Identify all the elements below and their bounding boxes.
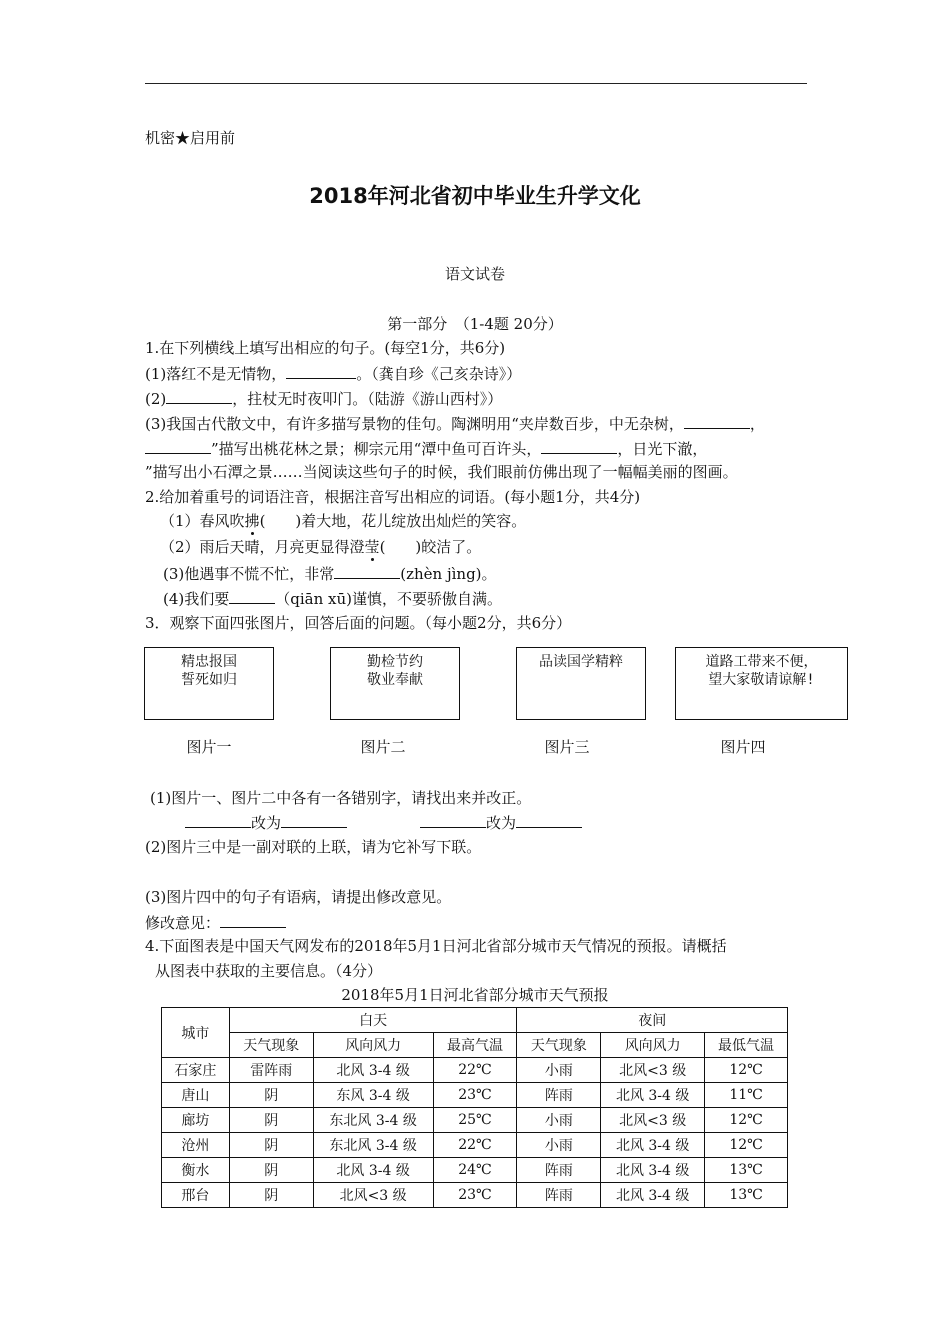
table-cell: 东北风 3-4 级: [313, 1108, 433, 1133]
q2-s1-pre: （1）春风吹: [160, 512, 245, 530]
table-cell: 阴: [229, 1158, 313, 1183]
table-cell: 23℃: [433, 1183, 517, 1208]
night-header: 夜间: [517, 1008, 788, 1033]
q1-s3-blank-2[interactable]: [145, 438, 211, 454]
q2-item-2: [160, 537, 481, 557]
table-header-row-2: [162, 1033, 788, 1058]
table-cell: 北风 3-4 级: [601, 1183, 705, 1208]
city-cell: 唐山: [162, 1083, 230, 1108]
q4-stem-line-1: 4.下面图表是中国天气网发布的2018年5月1日河北省部分城市天气情况的预报。请概括: [145, 937, 727, 955]
table-cell: 阵雨: [517, 1083, 601, 1108]
picture-4-line-1: 道路工带来不便，: [705, 654, 818, 670]
q2-item-3: [163, 563, 497, 584]
table-cell: 北风 3-4 级: [601, 1083, 705, 1108]
part1-heading: 第一部分 （1-4题 20分）: [387, 315, 563, 333]
q1-sentence-3-line-2: [145, 438, 707, 459]
table-header-row-1: [162, 1008, 788, 1033]
table-cell: 北风 3-4 级: [601, 1133, 705, 1158]
q3-part-3-answer-blank[interactable]: [220, 912, 286, 928]
q2-s4-pre: (4)我们要: [163, 590, 230, 608]
q3-part-3: (3)图片四中的句子有语病，请提出修改意见。: [145, 888, 452, 906]
table-cell: 北风<3 级: [601, 1058, 705, 1083]
weather-table-title: 2018年5月1日河北省部分城市天气预报: [341, 986, 609, 1004]
city-cell: 石家庄: [162, 1058, 230, 1083]
picture-4-caption: 图片四: [720, 738, 766, 756]
table-cell: 阴: [229, 1133, 313, 1158]
table-cell: 12℃: [705, 1058, 788, 1083]
table-row: [162, 1183, 788, 1208]
q1-s3-blank-3[interactable]: [541, 438, 617, 454]
q3-part-3-answer-label: 修改意见：: [145, 914, 221, 932]
q1-stem: 1.在下列横线上填写出相应的句子。(每空1分，共6分): [145, 339, 506, 357]
table-cell: 阴: [229, 1083, 313, 1108]
q2-s2-pre: （2）雨后天晴，月亮更显得澄: [160, 538, 365, 556]
picture-4-line-2: 望大家敬请谅解!: [708, 672, 815, 688]
q2-s3-pre: (3)他遇事不慌不忙，非常: [163, 565, 335, 583]
table-cell: 北风<3 级: [313, 1183, 433, 1208]
picture-1-line-1: 精忠报国: [181, 654, 237, 670]
q2-s1-post: ( )着大地，花儿绽放出灿烂的笑容。: [259, 512, 527, 530]
exam-title: 2018年河北省初中毕业生升学文化: [309, 184, 641, 208]
q1-s3-blank-1[interactable]: [684, 413, 750, 429]
table-cell: 北风 3-4 级: [313, 1158, 433, 1183]
table-cell: 雷阵雨: [229, 1058, 313, 1083]
top-rule: [145, 83, 807, 84]
q3-wrong-char-2-blank[interactable]: [420, 812, 486, 828]
table-row: [162, 1108, 788, 1133]
night-min-temp-header: 最低气温: [705, 1033, 788, 1058]
night-weather-header: 天气现象: [517, 1033, 601, 1058]
table-cell: 阴: [229, 1183, 313, 1208]
q1-s1-post: 。（龚自珍《己亥杂诗》）: [356, 365, 522, 383]
q1-s2-post: ，拄杖无时夜叩门。（陆游《游山西村》）: [232, 390, 503, 408]
city-cell: 邢台: [162, 1183, 230, 1208]
table-cell: 12℃: [705, 1133, 788, 1158]
picture-1-line-2: 誓死如归: [181, 672, 237, 688]
table-cell: 12℃: [705, 1108, 788, 1133]
q2-s3-blank[interactable]: [334, 563, 400, 579]
table-cell: 东风 3-4 级: [313, 1083, 433, 1108]
table-row: [162, 1133, 788, 1158]
weather-forecast-table: [161, 1007, 788, 1208]
table-cell: 13℃: [705, 1158, 788, 1183]
table-cell: 北风 3-4 级: [601, 1158, 705, 1183]
table-cell: 北风 3-4 级: [313, 1058, 433, 1083]
table-row: [162, 1158, 788, 1183]
q1-s3-line2-a: ”描写出桃花林之景；柳宗元用“潭中鱼可百许头，: [211, 440, 542, 458]
table-cell: 25℃: [433, 1108, 517, 1133]
q1-s3-line2-b: ，日光下澈，: [617, 440, 708, 458]
q3-part-1-answer-a: [185, 812, 347, 833]
city-header: 城市: [162, 1008, 230, 1058]
day-header: 白天: [229, 1008, 517, 1033]
q2-s2-emphasis-char: 莹: [364, 538, 380, 556]
q2-s4-post: （qiān xū)谨慎，不要骄傲自满。: [275, 590, 502, 608]
table-cell: 22℃: [433, 1058, 517, 1083]
picture-1-caption: 图片一: [186, 738, 232, 756]
day-max-temp-header: 最高气温: [433, 1033, 517, 1058]
picture-2-line-1: 勤检节约: [367, 654, 423, 670]
q3-part-2: (2)图片三中是一副对联的上联，请为它补写下联。: [145, 838, 482, 856]
q3-part-3-answer: [145, 912, 286, 933]
q2-item-1: [160, 511, 526, 531]
q1-s3-line1-end: ，: [749, 415, 765, 433]
table-cell: 23℃: [433, 1083, 517, 1108]
q1-s2-pre: (2): [145, 390, 167, 408]
picture-3-line-1: 品读国学精粹: [539, 654, 623, 670]
picture-1-sign: [144, 647, 274, 720]
q2-s2-post: ( )皎洁了。: [379, 538, 482, 556]
table-cell: 11℃: [705, 1083, 788, 1108]
q3-gai-wei-1: 改为: [251, 814, 282, 832]
exam-subtitle: 语文试卷: [444, 265, 505, 283]
q1-s1-pre: (1)落红不是无情物，: [145, 365, 287, 383]
table-cell: 阵雨: [517, 1183, 601, 1208]
picture-4-sign: [675, 647, 848, 720]
q1-s2-blank[interactable]: [166, 388, 232, 404]
table-cell: 24℃: [433, 1158, 517, 1183]
q3-part-1: (1)图片一、图片二中各有一各错别字，请找出来并改正。: [150, 789, 532, 807]
q3-part-1-answer-b: [420, 812, 582, 833]
q2-stem: 2.给加着重号的词语注音，根据注音写出相应的词语。(每小题1分，共4分): [145, 488, 641, 506]
picture-3-sign: [516, 647, 646, 720]
picture-2-caption: 图片二: [360, 738, 406, 756]
picture-3-caption: 图片三: [544, 738, 590, 756]
table-cell: 东北风 3-4 级: [313, 1133, 433, 1158]
q4-stem-line-2: 从图表中获取的主要信息。（4分）: [155, 962, 383, 980]
city-cell: 衡水: [162, 1158, 230, 1183]
table-cell: 阵雨: [517, 1158, 601, 1183]
q2-s4-blank[interactable]: [229, 588, 275, 604]
q3-stem: 3．观察下面四张图片，回答后面的问题。（每小题2分，共6分）: [145, 614, 572, 632]
q3-correct-char-1-blank[interactable]: [281, 812, 347, 828]
confidential-label: 机密★启用前: [145, 129, 236, 147]
table-cell: 阴: [229, 1108, 313, 1133]
table-cell: 小雨: [517, 1108, 601, 1133]
night-wind-header: 风向风力: [601, 1033, 705, 1058]
table-cell: 22℃: [433, 1133, 517, 1158]
q2-item-4: [163, 588, 502, 609]
day-weather-header: 天气现象: [229, 1033, 313, 1058]
day-wind-header: 风向风力: [313, 1033, 433, 1058]
q1-sentence-3-line-1: [145, 413, 765, 434]
city-cell: 沧州: [162, 1133, 230, 1158]
table-cell: 北风<3 级: [601, 1108, 705, 1133]
table-cell: 小雨: [517, 1133, 601, 1158]
q1-sentence-3-line-3: ”描写出小石潭之景……当阅读这些句子的时候，我们眼前仿佛出现了一幅幅美丽的图画。: [145, 463, 738, 481]
q1-sentence-1: [145, 363, 521, 384]
q1-sentence-2: [145, 388, 502, 409]
picture-2-line-2: 敬业奉献: [367, 672, 423, 688]
q2-s1-emphasis-char: 拂: [244, 512, 260, 530]
table-cell: 小雨: [517, 1058, 601, 1083]
q3-wrong-char-1-blank[interactable]: [185, 812, 251, 828]
q3-correct-char-2-blank[interactable]: [516, 812, 582, 828]
q1-s3-line1: (3)我国古代散文中，有许多描写景物的佳句。陶渊明用“夹岸数百步，中无杂树，: [145, 415, 684, 433]
city-cell: 廊坊: [162, 1108, 230, 1133]
table-row: [162, 1083, 788, 1108]
q3-gai-wei-2: 改为: [486, 814, 517, 832]
picture-2-sign: [330, 647, 460, 720]
q1-s1-blank[interactable]: [286, 363, 356, 379]
table-cell: 13℃: [705, 1183, 788, 1208]
q2-s3-post: (zhèn jìng)。: [400, 565, 497, 583]
table-row: [162, 1058, 788, 1083]
